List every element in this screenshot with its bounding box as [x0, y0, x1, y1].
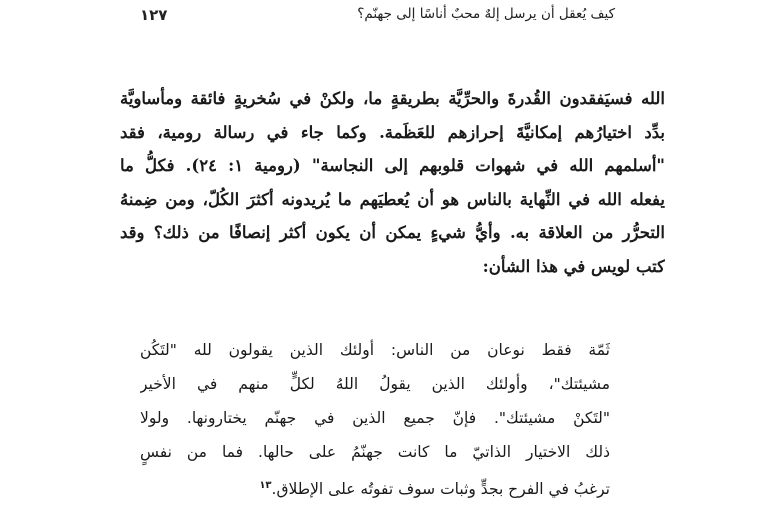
paragraph-line: يفعله الله في النِّهاية بالناس هو أن يُعطيَهم ما يُريدونه أكثرَ الكُلّ، ومن ضِمنهُ	[120, 189, 665, 209]
paragraph-line: بدِّد اختيارُهم إمكانيَّةَ إحرازهم للعَظَمة. وكما جاء في رسالة رومية، فقد	[120, 122, 665, 142]
quote-line: مشيئتك"، وأولئك الذين يقولُ اللهُ لكلٍّ منهم في الأخير	[140, 375, 610, 393]
running-title: كيف يُعقل أن يرسل إلهٌ محبٌ أناسًا إلى جهنّم؟	[357, 6, 615, 22]
page-number: ١٢٧	[140, 6, 168, 24]
body-paragraph	[120, 82, 665, 283]
quote-line-last	[140, 469, 610, 503]
quote-line: ثَمّة فقط نوعان من الناس: أولئك الذين يقولون لله "لتَكُن	[140, 341, 610, 359]
quote-line: ذلك الاختيار الذاتيّ ما كانت جهنّمُ على حالها. فما من نفسٍ	[140, 443, 610, 461]
paragraph-line: كتب لويس في هذا الشأن:	[482, 256, 665, 276]
footnote-marker: ١٣	[259, 480, 272, 491]
page-header	[140, 6, 615, 22]
paragraph-line: التحرُّر من العلاقة به. وأيُّ شيءٍ يمكن أن يكون أكثر إنصافًا من ذلك؟ وقد	[120, 223, 665, 242]
paragraph-line: "أسلمهم الله في شهوات قلوبهم إلى النجاسة" (رومية ١: ٢٤). فكلُّ ما	[120, 156, 665, 175]
block-quote	[140, 333, 610, 503]
quote-line: "لتَكنْ مشيئتك". فإنّ جميع الذين في جهنّم يختارونها. ولولا	[140, 409, 610, 427]
paragraph-line: الله فسيَفقدون القُدرةَ والحرِّيَّة بطريقةٍ ما، ولكنْ في سُخريةٍ فائقة ومأساويَّة	[120, 89, 665, 108]
quote-line-text: ترغبُ في الفرح بجدٍّ وثبات سوف تفوتُه على الإطلاق.	[271, 480, 610, 499]
